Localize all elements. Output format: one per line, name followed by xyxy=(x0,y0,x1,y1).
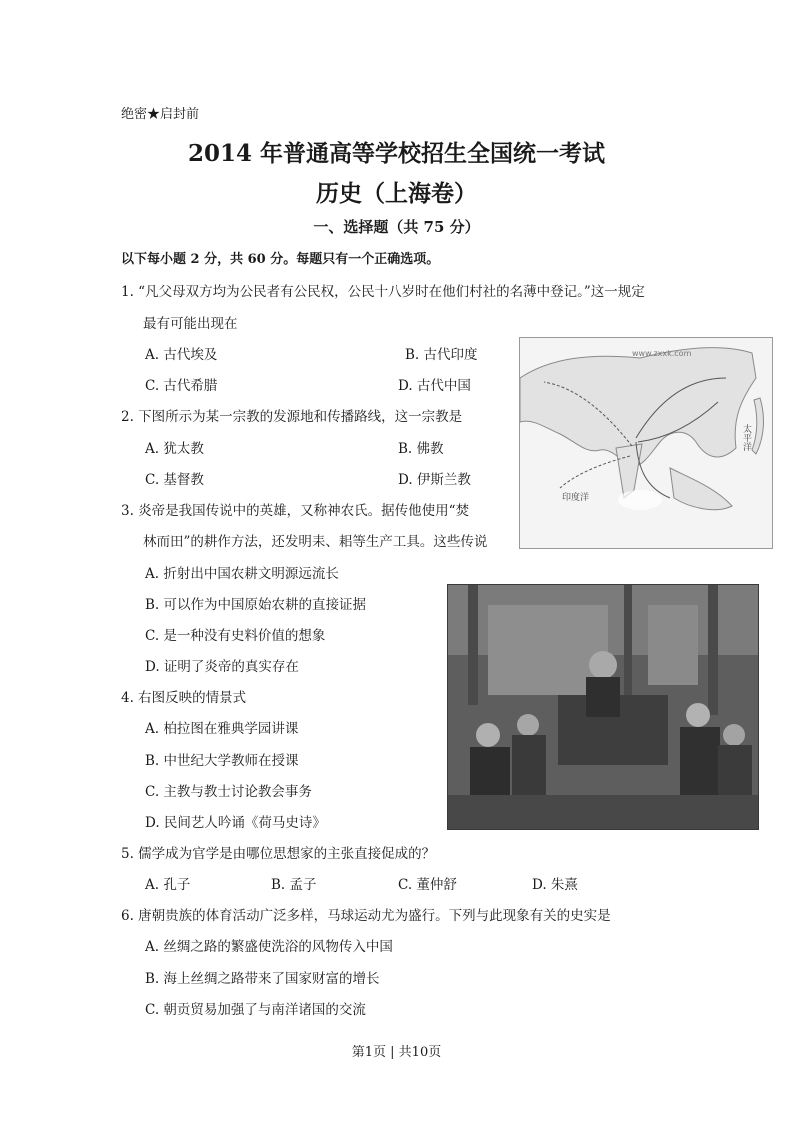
painting-drawing xyxy=(448,585,758,829)
question-3-option-a: A. 折射出中国农耕文明源远流长 xyxy=(145,566,339,582)
section-instruction: 以下每小题 2 分，共 60 分。每题只有一个正确选项。 xyxy=(121,252,440,267)
question-1-line-2: 最有可能出现在 xyxy=(143,316,238,332)
question-5-line-1: 5. 儒学成为官学是由哪位思想家的主张直接促成的？ xyxy=(121,846,436,862)
exam-title: 2014 年普通高等学校招生全国统一考试 xyxy=(187,140,606,167)
question-5-option-b: B. 孟子 xyxy=(271,877,317,893)
pacific-ocean-label: 太平洋 xyxy=(741,424,751,451)
page-footer: 第1页 | 共10页 xyxy=(351,1045,442,1060)
confidential-mark: 绝密★启封前 xyxy=(121,107,200,122)
question-2-option-b: B. 佛教 xyxy=(398,441,444,457)
question-1-option-a: A. 古代埃及 xyxy=(145,347,218,363)
question-4-option-b: B. 中世纪大学教师在授课 xyxy=(145,753,299,769)
exam-subtitle: 历史（上海卷） xyxy=(316,180,477,207)
question-3-option-c: C. 是一种没有史料价值的想象 xyxy=(145,628,326,644)
question-4-line-1: 4. 右图反映的情景式 xyxy=(121,690,247,706)
question-5-option-c: C. 董仲舒 xyxy=(398,877,457,893)
question-6-option-a: A. 丝绸之路的繁盛使洗浴的风物传入中国 xyxy=(145,939,393,955)
question-6-line-1: 6. 唐朝贵族的体育活动广泛多样，马球运动尤为盛行。下列与此现象有关的史实是 xyxy=(121,908,611,924)
indian-ocean-label: 印度洋 xyxy=(562,493,590,503)
question-2-option-a: A. 犹太教 xyxy=(145,441,204,457)
map-logo-watermark xyxy=(618,490,662,510)
medieval-lecture-painting xyxy=(447,584,759,830)
question-4-option-d: D. 民间艺人吟诵《荷马史诗》 xyxy=(145,815,326,831)
religion-spread-map xyxy=(519,337,773,549)
question-1-option-d: D. 古代中国 xyxy=(398,378,471,394)
question-3-line-2: 林而田”的耕作方法，还发明耒、耜等生产工具。这些传说 xyxy=(143,534,488,550)
map-watermark: www.zxxk.com xyxy=(632,349,692,358)
question-1-line-1: 1. “凡父母双方均为公民者有公民权，公民十八岁时在他们村社的名薄中登记。”这一规定 xyxy=(121,284,645,300)
question-2-option-d: D. 伊斯兰教 xyxy=(398,472,471,488)
section-title: 一、选择题（共 75 分） xyxy=(313,218,480,236)
question-6-option-c: C. 朝贡贸易加强了与南洋诸国的交流 xyxy=(145,1002,366,1018)
question-3-option-b: B. 可以作为中国原始农耕的直接证据 xyxy=(145,597,367,613)
question-2-option-c: C. 基督教 xyxy=(145,472,204,488)
question-2-line-1: 2. 下图所示为某一宗教的发源地和传播路线，这一宗教是 xyxy=(121,409,463,425)
question-6-option-b: B. 海上丝绸之路带来了国家财富的增长 xyxy=(145,971,380,987)
question-5-option-a: A. 孔子 xyxy=(145,877,191,893)
question-1-option-c: C. 古代希腊 xyxy=(145,378,218,394)
question-4-option-a: A. 柏拉图在雅典学园讲课 xyxy=(145,721,299,737)
question-3-line-1: 3. 炎帝是我国传说中的英雄，又称神农氏。据传他使用“焚 xyxy=(121,503,470,519)
map-drawing xyxy=(520,338,772,548)
question-4-option-c: C. 主教与教士讨论教会事务 xyxy=(145,784,312,800)
question-3-option-d: D. 证明了炎帝的真实存在 xyxy=(145,659,299,675)
question-1-option-b: B. 古代印度 xyxy=(405,347,478,363)
question-5-option-d: D. 朱熹 xyxy=(532,877,578,893)
